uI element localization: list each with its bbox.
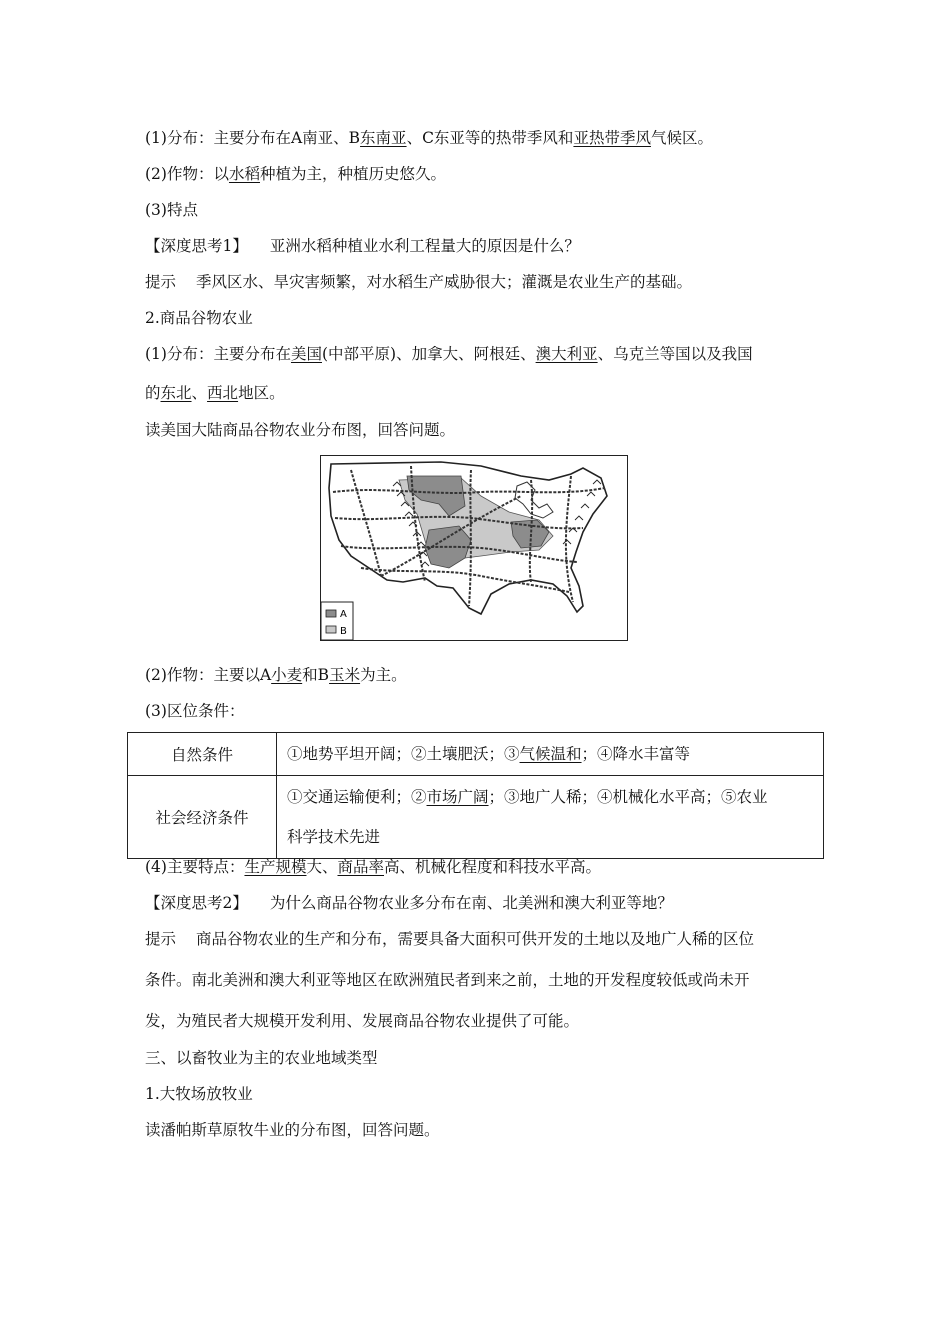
- subheading-ranching: 1.大牧场放牧业: [145, 1085, 253, 1103]
- tip-2-line-1: [145, 929, 754, 949]
- table-row: [128, 776, 824, 859]
- rice-crop-line: [145, 164, 446, 184]
- answer-corn: 玉米: [329, 666, 361, 684]
- text: 的: [145, 384, 161, 402]
- text: 、乌克兰等国以及我国: [597, 345, 753, 363]
- deep-thinking-1: [145, 236, 580, 256]
- answer-subtropical-monsoon: 亚热带季风: [573, 129, 651, 147]
- answer-northwest: 西北: [207, 384, 239, 402]
- us-grain-map: [320, 455, 628, 641]
- text: (2)作物：主要以A: [145, 666, 272, 684]
- answer-rice: 水稻: [228, 165, 260, 183]
- grain-distribution-line: [145, 344, 753, 364]
- great-lakes: [515, 482, 553, 518]
- legend-label-b: B: [340, 626, 347, 637]
- answer-commodity-rate: 商品率: [337, 858, 385, 876]
- deep-thinking-question: 亚洲水稻种植业水利工程量大的原因是什么？: [269, 237, 580, 255]
- text: (1)分布：主要分布在A南亚、B: [145, 129, 361, 147]
- text: 为主。: [360, 666, 407, 684]
- tip-2-line-3: 发，为殖民者大规模开发利用、发展商品谷物农业提供了可能。: [145, 1012, 580, 1030]
- legend-box: [321, 602, 353, 640]
- text: 种植为主，种植历史悠久。: [259, 165, 446, 183]
- rice-distribution-line: [145, 128, 713, 148]
- text: (中部平原)、加拿大、阿根廷、: [321, 345, 536, 363]
- map-instruction: 读美国大陆商品谷物农业分布图，回答问题。: [145, 421, 456, 439]
- answer-broad-market: 市场广阔: [426, 788, 489, 806]
- tip-text: 商品谷物农业的生产和分布，需要具备大面积可供开发的土地以及地广人稀的区位: [196, 930, 755, 948]
- text: 和B: [302, 666, 330, 684]
- text: 气候区。: [650, 129, 713, 147]
- deep-thinking-label: 【深度思考1】: [145, 237, 248, 255]
- text: 、: [191, 384, 208, 402]
- answer-northeast: 东北: [160, 384, 192, 402]
- socioeconomic-conditions-label: 社会经济条件: [128, 776, 277, 859]
- legend-label-a: A: [340, 609, 347, 620]
- answer-usa: 美国: [290, 345, 322, 363]
- features-heading: (3)特点: [145, 201, 198, 219]
- section-heading-livestock: 三、以畜牧业为主的农业地域类型: [145, 1049, 378, 1067]
- text: 大、: [306, 858, 338, 876]
- text: (4)主要特点：: [145, 858, 245, 876]
- socioeconomic-conditions-value: [277, 776, 824, 859]
- answer-wheat: 小麦: [271, 666, 303, 684]
- location-conditions-heading: (3)区位条件：: [145, 702, 245, 720]
- text: 、C东亚等的热带季风和: [406, 129, 574, 147]
- deep-thinking-label: 【深度思考2】: [145, 894, 248, 912]
- location-conditions-table: [127, 732, 824, 859]
- answer-australia: 澳大利亚: [535, 345, 598, 363]
- text: (1)分布：主要分布在: [145, 345, 291, 363]
- main-features-line: [145, 857, 601, 877]
- tip-label: 提示: [145, 930, 177, 948]
- grain-distribution-line-2: [145, 383, 285, 403]
- legend-swatch-b: [326, 626, 336, 633]
- text: 地区。: [238, 384, 285, 402]
- answer-southeast-asia: 东南亚: [360, 129, 407, 147]
- text: (2)作物：以: [145, 165, 229, 183]
- text: 高、机械化程度和科技水平高。: [384, 858, 602, 876]
- pampas-instruction: 读潘帕斯草原牧牛业的分布图，回答问题。: [145, 1121, 440, 1139]
- table-row: [128, 733, 824, 776]
- answer-production-scale: 生产规模: [244, 858, 307, 876]
- text: ；③地广人稀；④机械化水平高；⑤农业: [488, 788, 768, 806]
- map-graphic: [321, 456, 627, 640]
- tip-label: 提示: [145, 273, 177, 291]
- legend-swatch-a: [326, 610, 336, 617]
- text: ①地势平坦开阔；②土壤肥沃；③: [287, 745, 520, 763]
- tip-2-line-2: 条件。南北美洲和澳大利亚等地区在欧洲殖民者到来之前，土地的开发程度较低或尚未开: [145, 971, 750, 989]
- answer-mild-climate: 气候温和: [519, 745, 582, 763]
- natural-conditions-value: [277, 733, 824, 776]
- text: ①交通运输便利；②: [287, 788, 427, 806]
- section-heading-commercial-grain: 2.商品谷物农业: [145, 309, 253, 327]
- deep-thinking-2: [145, 893, 673, 913]
- text: 科学技术先进: [287, 828, 381, 846]
- text: ；④降水丰富等: [581, 745, 691, 763]
- tip-text: 季风区水、旱灾害频繁，对水稻生产威胁很大；灌溉是农业生产的基础。: [196, 273, 693, 291]
- grain-crop-line: [145, 665, 407, 685]
- tip-1: [145, 272, 692, 292]
- deep-thinking-question: 为什么商品谷物农业多分布在南、北美洲和澳大利亚等地？: [269, 894, 673, 912]
- natural-conditions-label: 自然条件: [128, 733, 277, 776]
